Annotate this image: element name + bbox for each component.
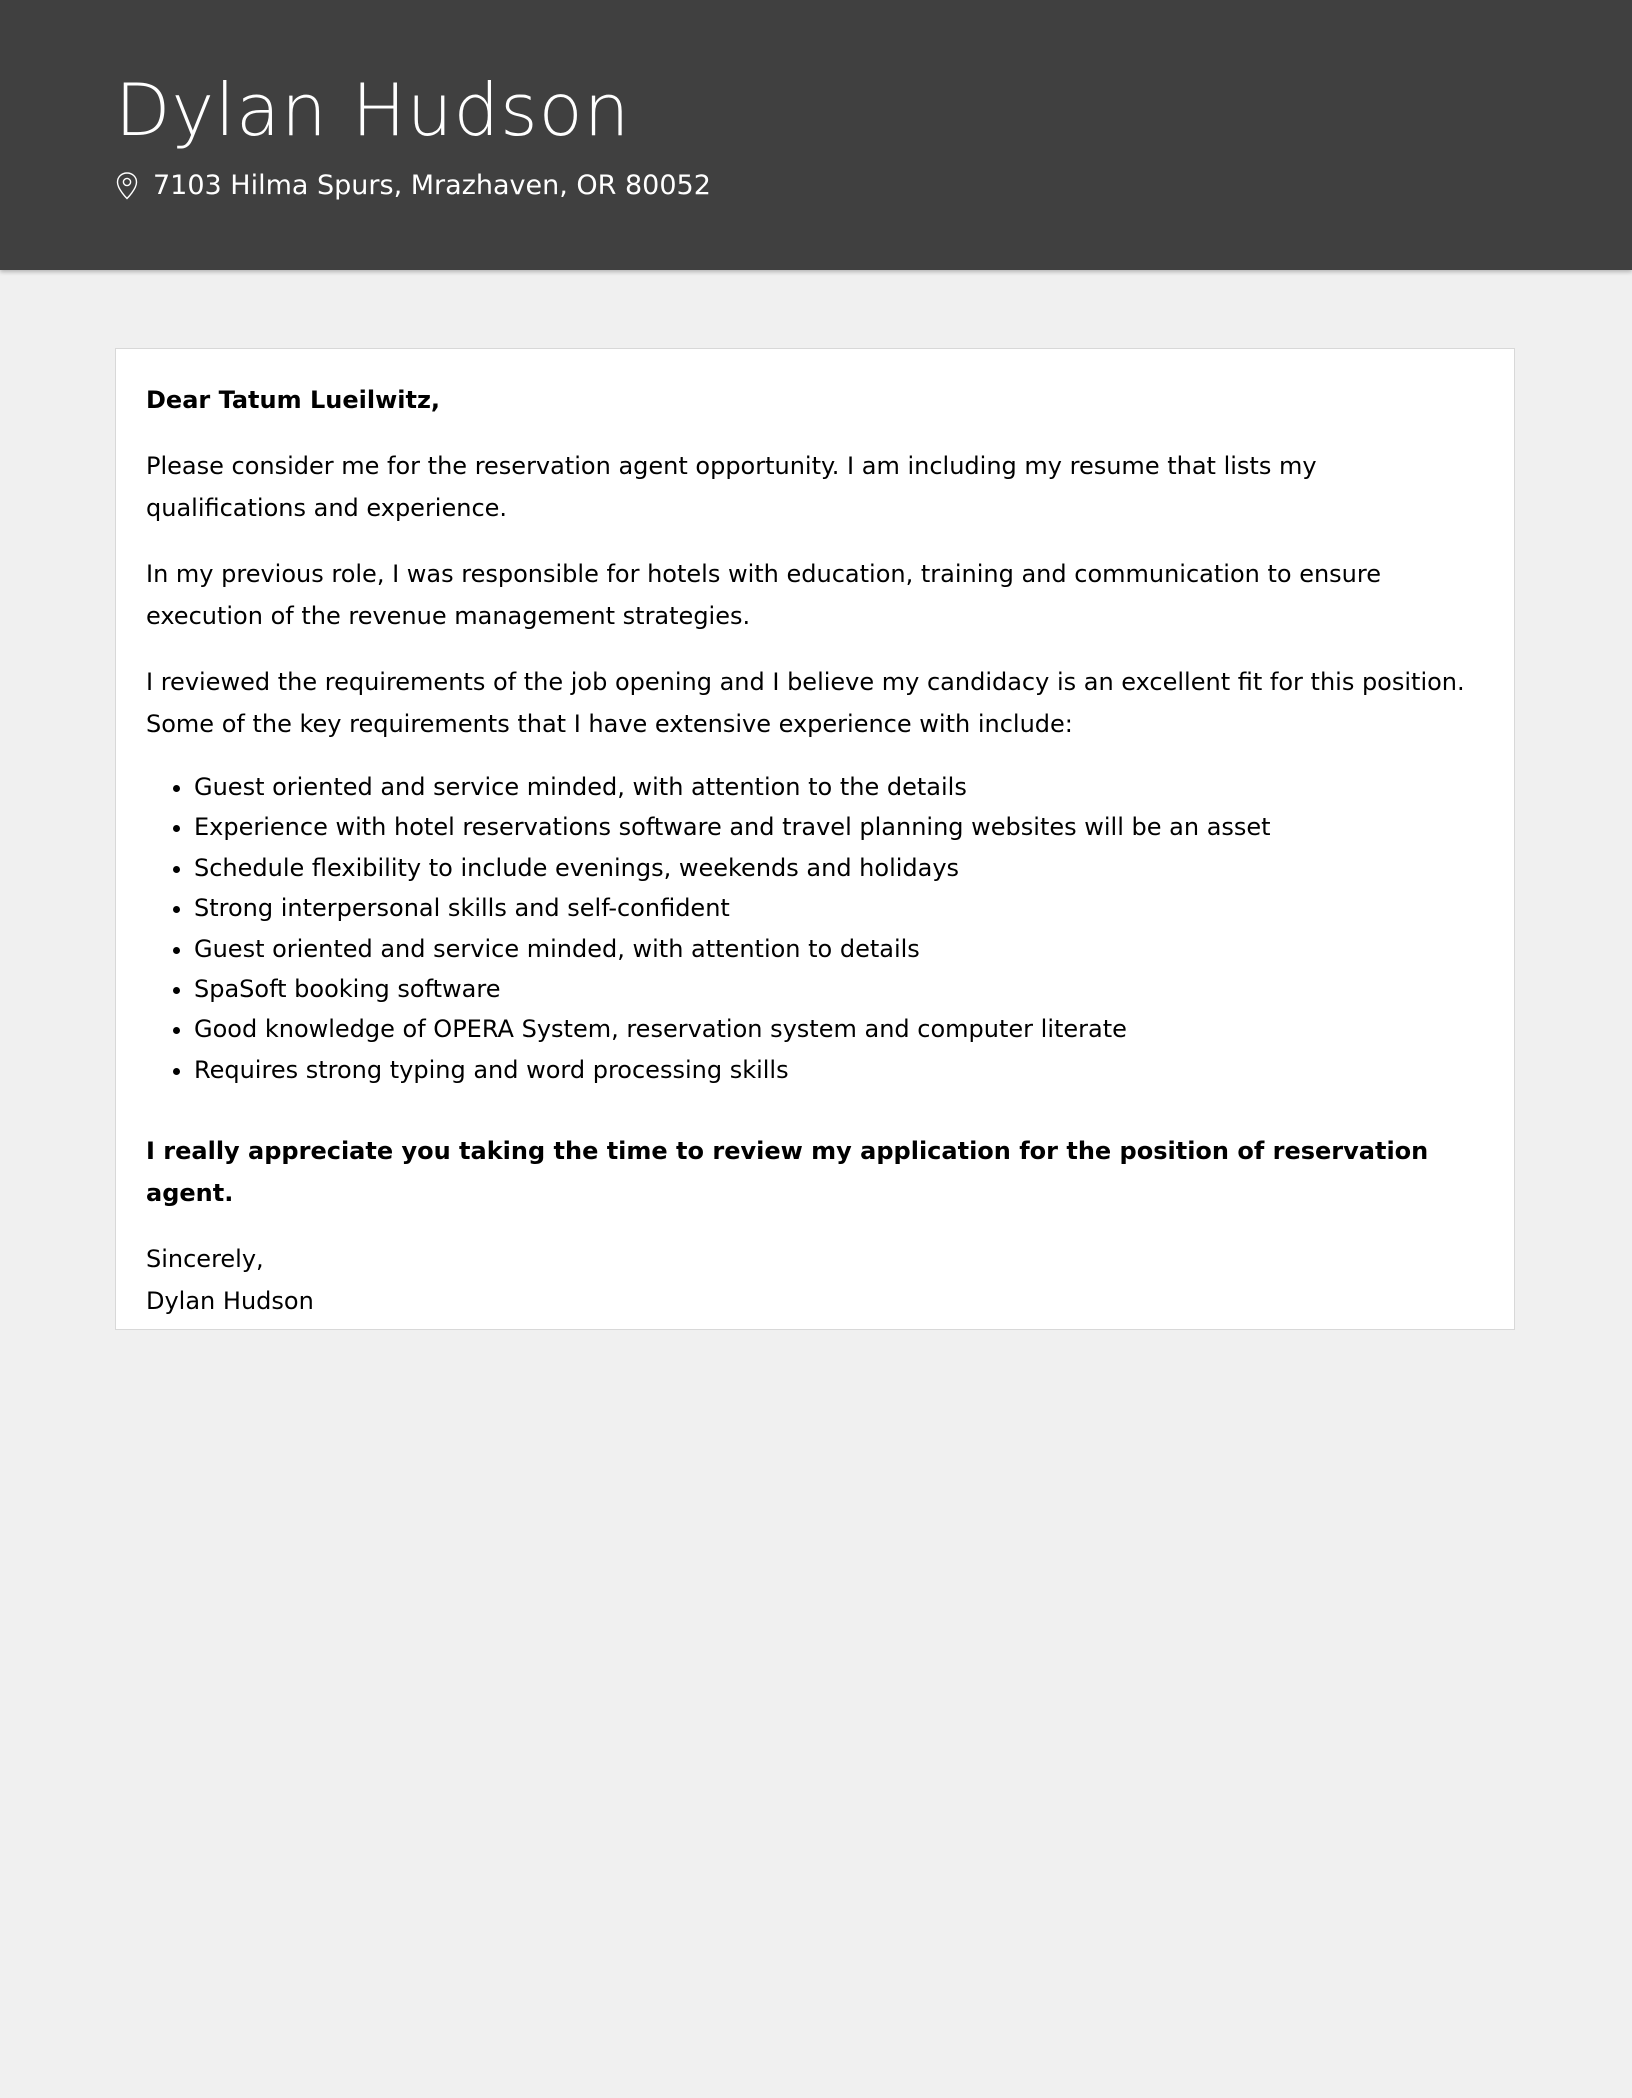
signoff-block (146, 1238, 1484, 1322)
cover-letter-card (115, 348, 1515, 1330)
requirements-paragraph: I reviewed the requirements of the job opening and I believe my candidacy is an excellent fit for this position. Some of the key requirements that I have extensive experience with include: (146, 668, 1465, 738)
signoff: Sincerely, (146, 1245, 264, 1274)
applicant-name: Dylan Hudson (115, 68, 631, 152)
requirements-list (146, 767, 1484, 1090)
salutation: Dear Tatum Lueilwitz, (146, 386, 441, 414)
list-item: • Schedule flexibility to include evenings, weekends and holidays (194, 848, 1484, 888)
list-item: • Experience with hotel reservations software and travel planning websites will be an asset (194, 807, 1484, 847)
list-item: • Requires strong typing and word processing skills (194, 1050, 1484, 1090)
header (0, 0, 1632, 270)
address-row (115, 166, 1517, 206)
closing-statement: I really appreciate you taking the time to review my application for the position of reservation agent. (146, 1137, 1429, 1208)
list-item: • SpaSoft booking software (194, 969, 1484, 1009)
intro-paragraph: Please consider me for the reservation agent opportunity. I am including my resume that lists my qualifications and experience. (146, 452, 1317, 522)
list-item: • Guest oriented and service minded, with attention to details (194, 929, 1484, 969)
header-content (115, 64, 1517, 206)
list-item: • Strong interpersonal skills and self-confident (194, 888, 1484, 928)
list-item: • Guest oriented and service minded, with attention to the details (194, 767, 1484, 807)
signature: Dylan Hudson (146, 1287, 314, 1316)
applicant-address: 7103 Hilma Spurs, Mrazhaven, OR 80052 (153, 170, 711, 201)
list-item: • Good knowledge of OPERA System, reservation system and computer literate (194, 1009, 1484, 1049)
map-pin-icon (115, 171, 139, 201)
experience-paragraph: In my previous role, I was responsible for hotels with education, training and communication to ensure execution of the revenue management strategies. (146, 560, 1381, 630)
